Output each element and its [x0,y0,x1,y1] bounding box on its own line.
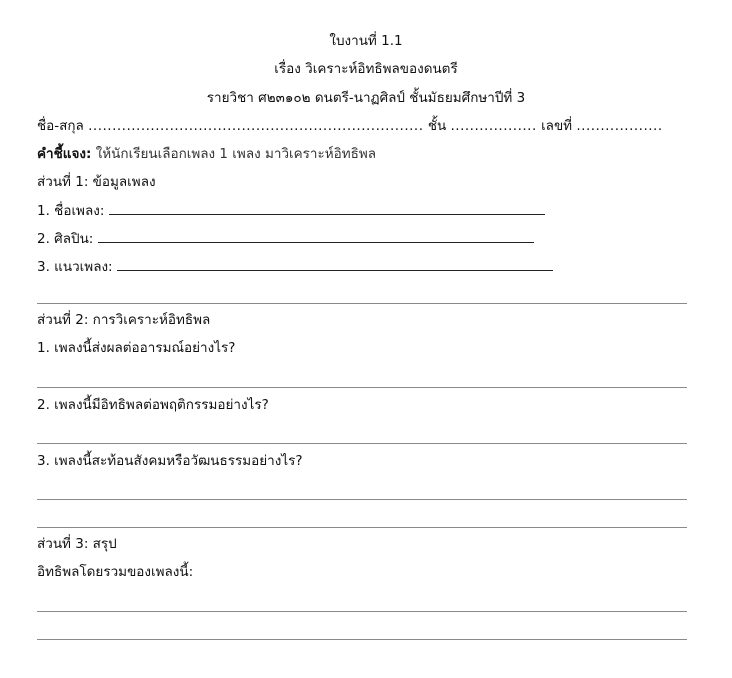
question-society: 3. เพลงนี้สะท้อนสังคมหรือวัฒนธรรมอย่างไร? [37,453,303,469]
worksheet-subject: เรื่อง วิเคราะห์อิทธิพลของดนตรี [274,61,458,77]
number-field[interactable]: .................. [576,118,663,134]
summary-line-2[interactable] [37,639,687,640]
number-label: เลขที่ [541,118,573,134]
instructions-label: คำชี้แจง: [37,146,92,162]
artist-label: 2. ศิลปิน: [37,231,94,247]
instructions [37,144,376,164]
artist-field[interactable] [98,228,534,243]
part1-heading: ส่วนที่ 1: ข้อมูลเพลง [37,174,156,190]
genre-label: 3. แนวเพลง: [37,259,113,275]
worksheet-title: ใบงานที่ 1.1 [329,33,403,49]
answer-line-society-1[interactable] [37,499,687,500]
student-info-line [37,116,663,136]
summary-prompt: อิทธิพลโดยรวมของเพลงนี้: [37,564,194,580]
song-name-field[interactable] [109,200,545,215]
answer-line-emotion[interactable] [37,387,687,388]
genre-field[interactable] [117,256,553,271]
genre-row [37,256,553,277]
song-name-row [37,200,545,221]
part2-heading: ส่วนที่ 2: การวิเคราะห์อิทธิพล [37,312,211,328]
instructions-text: ให้นักเรียนเลือกเพลง 1 เพลง มาวิเคราะห์อิทธิพล [95,146,377,162]
artist-row [37,228,534,249]
question-behavior: 2. เพลงนี้มีอิทธิพลต่อพฤติกรรมอย่างไร? [37,397,269,413]
part3-heading: ส่วนที่ 3: สรุป [37,536,117,552]
section-divider [37,303,687,304]
answer-line-society-2[interactable] [37,527,687,528]
name-field[interactable]: ...................................................................... [88,118,424,134]
class-field[interactable]: .................. [450,118,537,134]
summary-line-1[interactable] [37,611,687,612]
answer-line-behavior[interactable] [37,443,687,444]
class-label: ชั้น [427,118,447,134]
name-label: ชื่อ-สกุล [37,118,84,134]
worksheet-course: รายวิชา ศ๒๓๑๐๒ ดนตรี-นาฏศิลป์ ชั้นมัธยมศึกษาปีที่ 3 [206,90,526,106]
question-emotion: 1. เพลงนี้ส่งผลต่ออารมณ์อย่างไร? [37,340,236,356]
song-name-label: 1. ชื่อเพลง: [37,203,105,219]
